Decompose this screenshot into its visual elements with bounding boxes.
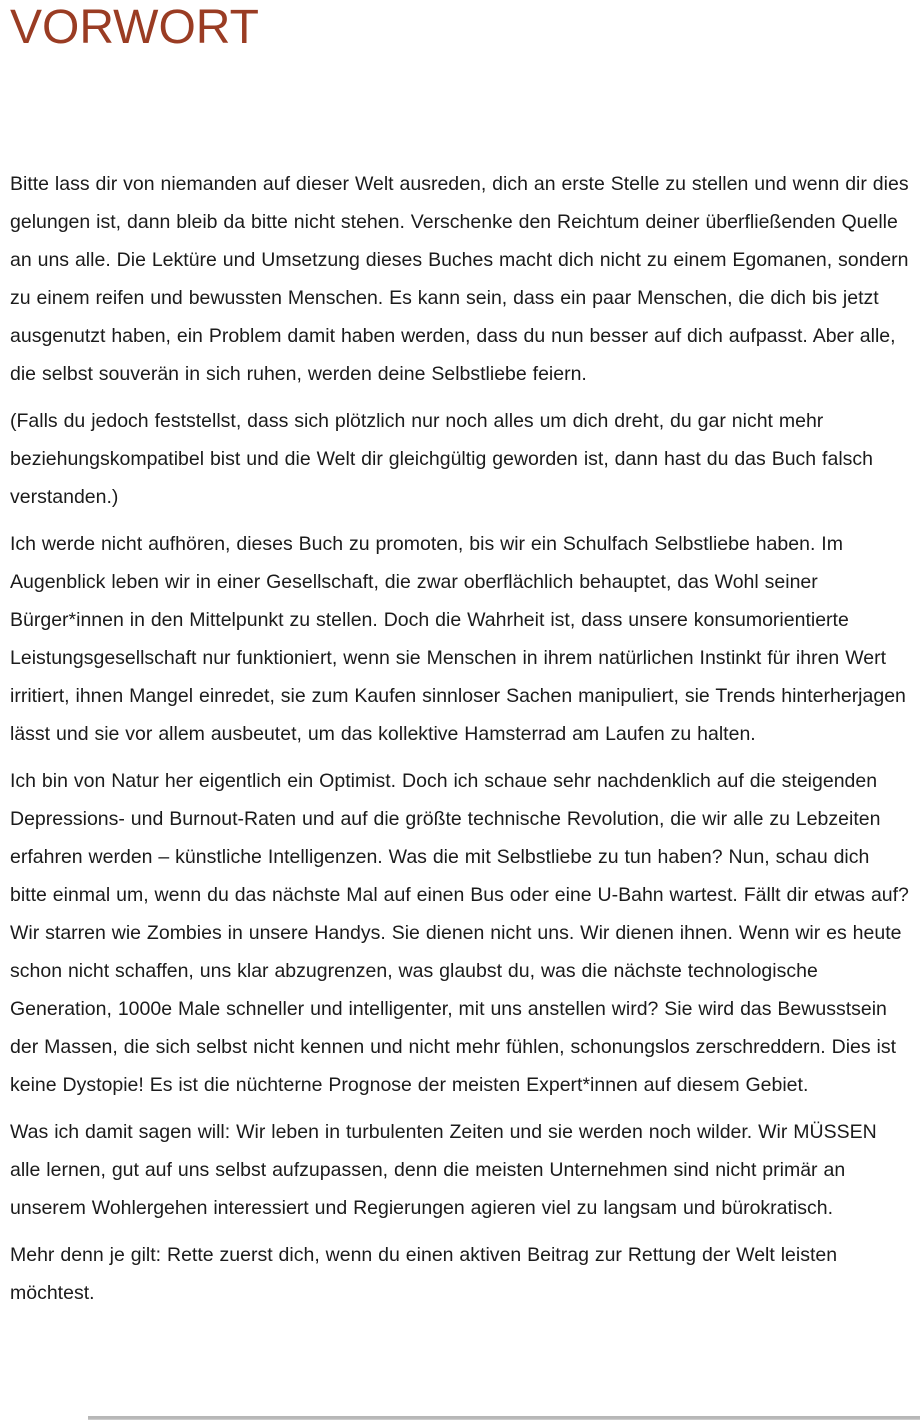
paragraph-intro-selbstliebe: Bitte lass dir von niemanden auf dieser Welt ausreden, dich an erste Stelle zu stellen und wenn dir dies gelungen ist, dann bleib da bitte nicht stehen. Verschenke den Reichtum deiner überfließenden Quelle an uns alle. Die Lektüre und Umsetzung dieses Buches macht dich nicht zu einem Egomanen, sondern zu einem reifen und bewussten Menschen. Es kann sein, dass ein paar Menschen, die dich bis jetzt ausgenutzt haben, ein Problem damit haben werden, dass du nun besser auf dich aufpasst. Aber alle, die selbst souverän in sich ruhen, werden deine Selbstliebe feiern. <box>10 172 909 385</box>
page-title: VORWORT <box>10 1 259 54</box>
document-body <box>10 165 910 1312</box>
paragraph-falls-du-jedoch: (Falls du jedoch feststellst, dass sich plötzlich nur noch alles um dich dreht, du gar nicht mehr beziehungskompatibel bist und die Welt dir gleichgültig geworden ist, dann hast du das Buch falsch verstanden.) <box>10 409 874 508</box>
paragraph-optimist-ki: Ich bin von Natur her eigentlich ein Optimist. Doch ich schaue sehr nachdenklich auf die steigenden Depressions- und Burnout-Raten und auf die größte technische Revolution, die wir alle zu Lebzeiten erfahren werden – künstliche Intelligenzen. Was die mit Selbstliebe zu tun haben? Nun, schau dich bitte einmal um, wenn du das nächste Mal auf einen Bus oder eine U-Bahn wartest. Fällt dir etwas auf? Wir starren wie Zombies in unsere Handys. Sie dienen nicht uns. Wir dienen ihnen. Wenn wir es heute schon nicht schaffen, uns klar abzugrenzen, was glaubst du, was die nächste technologische Generation, 1000e Male schneller und intelligenter, mit uns anstellen wird? Sie wird das Bewusstsein der Massen, die sich selbst nicht kennen und nicht mehr fühlen, schonungslos zerschreddern. Dies ist keine Dystopie! Es ist die nüchterne Prognose der meisten Expert*innen auf diesem Gebiet. <box>10 769 909 1096</box>
paragraph-turbulente-zeiten: Was ich damit sagen will: Wir leben in turbulenten Zeiten und sie werden noch wilder. Wir MÜSSEN alle lernen, gut auf uns selbst aufzupassen, denn die meisten Unternehmen sind nicht primär an unserem Wohlergehen interessiert und Regierungen agieren viel zu langsam und bürokratisch. <box>10 1120 877 1219</box>
paragraph-rette-zuerst-dich: Mehr denn je gilt: Rette zuerst dich, wenn du einen aktiven Beitrag zur Rettung der Welt leisten möchtest. <box>10 1243 838 1304</box>
cutoff-next-text-line <box>88 1416 920 1420</box>
paragraph-schulfach-selbstliebe: Ich werde nicht aufhören, dieses Buch zu promoten, bis wir ein Schulfach Selbstliebe haben. Im Augenblick leben wir in einer Gesellschaft, die zwar oberflächlich behauptet, das Wohl seiner Bürger*innen in den Mittelpunkt zu stellen. Doch die Wahrheit ist, dass unsere konsumorientierte Leistungsgesellschaft nur funktioniert, wenn sie Menschen in ihrem natürlichen Instinkt für ihren Wert irritiert, ihnen Mangel einredet, sie zum Kaufen sinnloser Sachen manipuliert, sie Trends hinterherjagen lässt und sie vor allem ausbeutet, um das kollektive Hamsterrad am Laufen zu halten. <box>10 532 906 745</box>
